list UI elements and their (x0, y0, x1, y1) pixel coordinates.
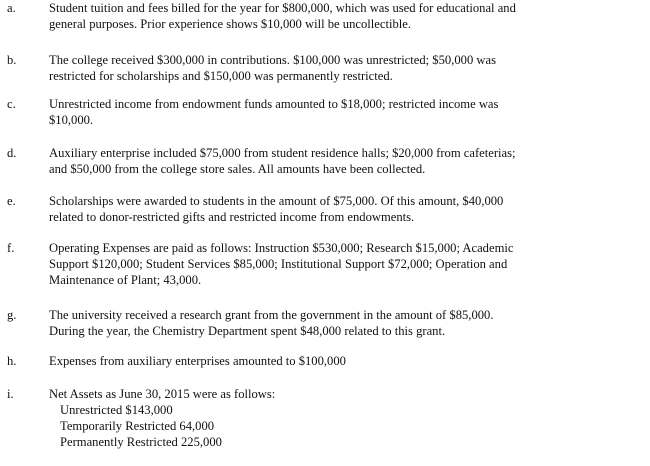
item-marker: f. (7, 241, 15, 255)
item-line: Operating Expenses are paid as follows: Instruction $530,000; Research $15,000; Academic (49, 241, 514, 255)
item-line: and $50,000 from the college store sales. All amounts have been collected. (49, 162, 426, 176)
item-marker: h. (7, 354, 17, 368)
item-text (49, 353, 645, 369)
item-line: $10,000. (49, 113, 94, 127)
item-text (49, 145, 645, 177)
item-line: Student tuition and fees billed for the year for $800,000, which was used for educational and (49, 1, 516, 15)
item-line: Auxiliary enterprise included $75,000 from student residence halls; $20,000 from cafeterias; (49, 146, 516, 160)
item-text (49, 0, 645, 32)
net-assets-unrestricted: Unrestricted $143,000 (60, 403, 173, 417)
item-marker: a. (7, 1, 16, 15)
item-line: During the year, the Chemistry Department spent $48,000 related to this grant. (49, 324, 446, 338)
item-text (49, 52, 645, 84)
item-text (49, 386, 645, 450)
item-marker: e. (7, 194, 16, 208)
item-line: Expenses from auxiliary enterprises amounted to $100,000 (49, 354, 346, 368)
item-line: related to donor-restricted gifts and restricted income from endowments. (49, 210, 415, 224)
item-line: Support $120,000; Student Services $85,000; Institutional Support $72,000; Operation and (49, 257, 508, 271)
item-marker: g. (7, 308, 17, 322)
item-line: The college received $300,000 in contributions. $100,000 was unrestricted; $50,000 was (49, 53, 496, 67)
net-assets-permanently-restricted: Permanently Restricted 225,000 (60, 435, 222, 449)
item-text (49, 193, 645, 225)
item-line: restricted for scholarships and $150,000 was permanently restricted. (49, 69, 393, 83)
item-line: Unrestricted income from endowment funds amounted to $18,000; restricted income was (49, 97, 499, 111)
item-text (49, 240, 645, 288)
item-marker: d. (7, 146, 17, 160)
item-line: Maintenance of Plant; 43,000. (49, 273, 202, 287)
item-line: Scholarships were awarded to students in the amount of $75,000. Of this amount, $40,000 (49, 194, 504, 208)
item-line: general purposes. Prior experience shows $10,000 will be uncollectible. (49, 17, 411, 31)
item-text (49, 96, 645, 128)
item-marker: c. (7, 97, 16, 111)
item-line: Net Assets as June 30, 2015 were as follows: (49, 387, 276, 401)
net-assets-temporarily-restricted: Temporarily Restricted 64,000 (60, 419, 215, 433)
item-marker: b. (7, 53, 17, 67)
item-line: The university received a research grant from the government in the amount of $85,000. (49, 308, 494, 322)
item-text (49, 307, 645, 339)
item-marker: i. (7, 387, 14, 401)
